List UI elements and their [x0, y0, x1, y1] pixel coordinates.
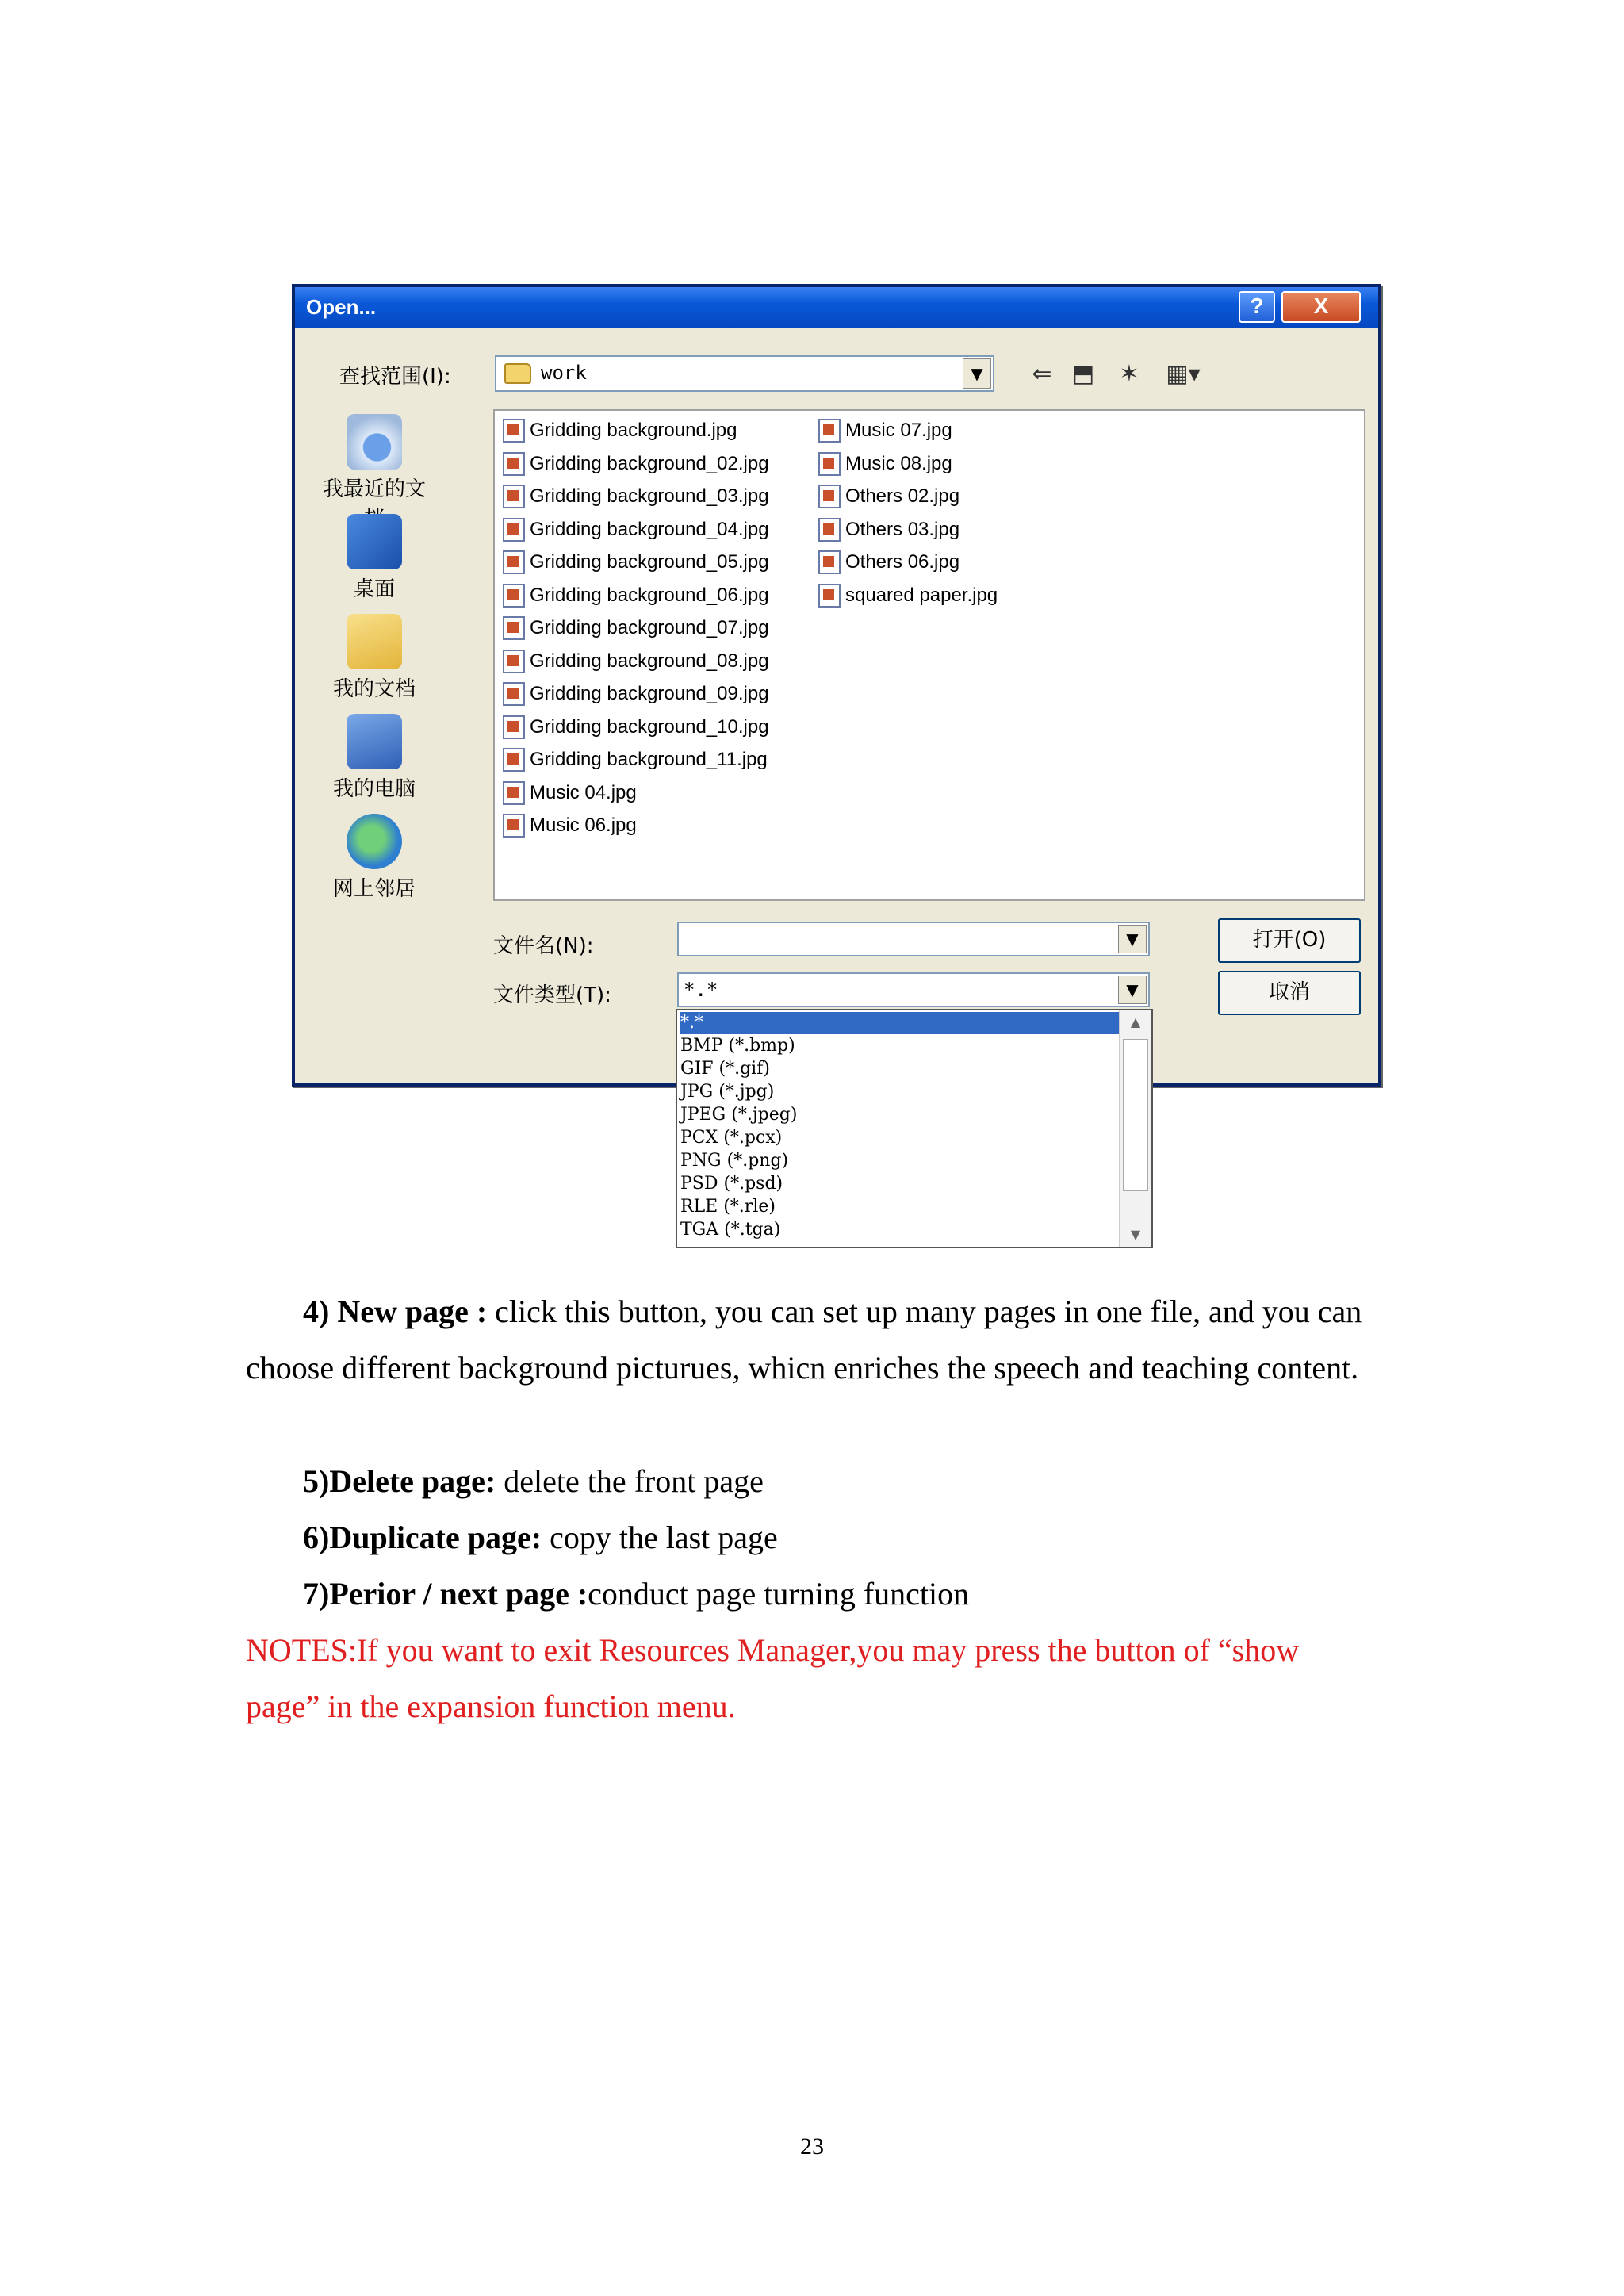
file-item[interactable] — [503, 485, 769, 516]
file-name: Others 03.jpg — [845, 518, 960, 540]
paragraph-new-page — [246, 1283, 1380, 1396]
file-name: Gridding background_11.jpg — [530, 749, 768, 770]
dialog-title: Open... — [306, 295, 377, 319]
image-file-icon — [503, 715, 525, 739]
place-my-documents[interactable] — [319, 614, 430, 702]
image-file-icon — [818, 584, 841, 608]
file-item[interactable] — [503, 550, 769, 582]
file-item[interactable] — [503, 650, 769, 681]
file-item[interactable] — [503, 682, 769, 714]
file-item[interactable] — [503, 781, 637, 813]
file-name: Others 06.jpg — [845, 551, 960, 573]
file-item[interactable] — [503, 452, 769, 484]
chevron-down-icon[interactable]: ▼ — [1118, 925, 1147, 953]
file-name: Others 02.jpg — [845, 485, 960, 507]
image-file-icon — [503, 518, 525, 542]
place-label: 我最近的文 — [322, 477, 426, 501]
up-folder-icon[interactable]: ⬒ — [1071, 360, 1095, 388]
file-name: Gridding background_04.jpg — [530, 518, 769, 540]
image-file-icon — [503, 419, 525, 443]
notes-paragraph: NOTES:If you want to exit Resources Manager,you may press the button of “show page” in the expansion function menu. — [246, 1632, 1300, 1724]
help-button[interactable]: ? — [1239, 291, 1275, 323]
image-file-icon — [818, 452, 841, 476]
filetype-option[interactable]: JPEG (*.jpeg) — [680, 1105, 798, 1125]
image-file-icon — [503, 781, 525, 805]
file-name: Gridding background_03.jpg — [530, 485, 769, 507]
image-file-icon — [503, 748, 525, 772]
desc-delete-page: delete the front page — [496, 1463, 764, 1499]
cancel-button[interactable]: 取消 — [1218, 971, 1361, 1015]
look-in-value: work — [541, 362, 587, 384]
file-name: Gridding background_10.jpg — [530, 715, 769, 738]
image-file-icon — [503, 616, 525, 640]
image-file-icon — [503, 814, 525, 838]
place-label: 桌面 — [353, 577, 395, 601]
place-label: 网上邻居 — [332, 877, 416, 901]
open-button[interactable]: 打开(O) — [1218, 918, 1361, 963]
file-item[interactable] — [503, 748, 768, 780]
file-name: Gridding background_08.jpg — [530, 650, 769, 672]
paragraph-duplicate-page — [246, 1509, 1380, 1566]
desc-prior-next-page: conduct page turning function — [588, 1576, 970, 1612]
file-name: Gridding background_07.jpg — [530, 617, 769, 638]
filetype-option[interactable]: BMP (*.bmp) — [680, 1036, 795, 1056]
term-duplicate-page: 6)Duplicate page: — [303, 1520, 542, 1555]
image-file-icon — [503, 584, 525, 608]
filetype-option[interactable]: GIF (*.gif) — [680, 1059, 770, 1079]
look-in-dropdown[interactable] — [495, 355, 994, 392]
file-item[interactable] — [503, 518, 769, 550]
filetype-option[interactable]: PNG (*.png) — [680, 1151, 789, 1171]
paragraph-delete-page — [246, 1453, 1380, 1509]
filetype-option[interactable]: RLE (*.rle) — [680, 1197, 776, 1217]
image-file-icon — [503, 452, 525, 476]
place-network[interactable] — [319, 814, 430, 902]
filetype-label: 文件类型(T): — [493, 983, 611, 1007]
filetype-option[interactable]: JPG (*.jpg) — [680, 1082, 775, 1102]
file-name: Gridding background_06.jpg — [530, 584, 769, 606]
filetype-value: *.* — [684, 979, 718, 1001]
dialog-title-bar[interactable] — [295, 287, 1378, 328]
image-file-icon — [503, 550, 525, 574]
file-item[interactable] — [818, 550, 959, 582]
chevron-down-icon[interactable]: ▼ — [1118, 976, 1147, 1004]
scroll-down-icon[interactable]: ▼ — [1130, 1227, 1141, 1242]
image-file-icon — [818, 550, 841, 574]
close-button[interactable]: X — [1281, 291, 1361, 323]
image-file-icon — [503, 650, 525, 673]
file-name: Music 04.jpg — [530, 781, 637, 803]
back-arrow-icon[interactable]: ⇐ — [1032, 360, 1052, 388]
image-file-icon — [503, 682, 525, 706]
place-label: 我的电脑 — [332, 777, 416, 801]
file-item[interactable] — [503, 419, 737, 450]
paragraph-prior-next-page — [246, 1566, 1380, 1622]
network-places-icon — [347, 814, 402, 869]
file-item[interactable] — [818, 419, 952, 450]
file-item[interactable] — [503, 616, 769, 648]
file-name: Gridding background_02.jpg — [530, 452, 769, 474]
my-computer-icon — [347, 714, 402, 769]
image-file-icon — [818, 485, 841, 508]
filetype-option[interactable]: TGA (*.tga) — [680, 1220, 781, 1240]
desc-new-page: click this button, you can set up many pages in one file, and you can choose different background picturues, whicn enriches the speech and teaching content. — [246, 1294, 1362, 1386]
scrollbar[interactable] — [1119, 1010, 1151, 1247]
filetype-option[interactable]: PSD (*.psd) — [680, 1174, 783, 1194]
filetype-options-list[interactable] — [676, 1009, 1153, 1248]
file-item[interactable] — [818, 485, 959, 516]
page-number: 23 — [800, 2133, 824, 2160]
place-desktop[interactable] — [319, 514, 430, 602]
recent-documents-icon — [347, 414, 402, 470]
image-file-icon — [503, 485, 525, 508]
file-name: Music 06.jpg — [530, 815, 637, 836]
my-documents-icon — [347, 614, 402, 669]
scroll-thumb[interactable] — [1123, 1039, 1148, 1191]
file-name: Gridding background_05.jpg — [530, 551, 769, 573]
file-name: Music 08.jpg — [845, 452, 952, 474]
filetype-option[interactable]: PCX (*.pcx) — [680, 1128, 783, 1148]
filename-label: 文件名(N): — [493, 934, 594, 958]
image-file-icon — [818, 518, 841, 542]
chevron-down-icon[interactable]: ▼ — [963, 358, 991, 389]
desktop-icon — [347, 514, 402, 569]
file-item[interactable] — [503, 715, 769, 747]
file-item[interactable] — [818, 518, 959, 550]
file-item[interactable] — [818, 584, 998, 615]
file-name: Gridding background.jpg — [530, 420, 737, 441]
desc-duplicate-page: copy the last page — [542, 1520, 778, 1555]
filename-input[interactable] — [677, 922, 1150, 956]
file-item[interactable] — [818, 452, 952, 484]
open-dialog — [292, 284, 1381, 1087]
file-item[interactable] — [503, 814, 637, 845]
term-new-page: 4) New page : — [303, 1294, 488, 1329]
folder-icon — [504, 363, 531, 384]
scroll-up-icon[interactable]: ▲ — [1130, 1014, 1141, 1029]
file-list[interactable] — [493, 409, 1365, 901]
place-my-computer[interactable] — [319, 714, 430, 802]
filetype-option[interactable]: *.* — [680, 1012, 1120, 1034]
file-name: Music 07.jpg — [845, 420, 952, 441]
file-name: squared paper.jpg — [845, 584, 998, 606]
file-item[interactable] — [503, 584, 769, 615]
new-folder-icon[interactable]: ✶ — [1119, 360, 1139, 388]
image-file-icon — [818, 419, 841, 443]
term-prior-next-page: 7)Perior / next page : — [303, 1576, 588, 1612]
term-delete-page: 5)Delete page: — [303, 1463, 496, 1499]
look-in-label: 查找范围(I): — [339, 365, 451, 389]
place-label: 我的文档 — [332, 677, 416, 701]
filetype-dropdown[interactable] — [677, 972, 1150, 1007]
view-menu-icon[interactable]: ▦▾ — [1166, 360, 1201, 388]
file-name: Gridding background_09.jpg — [530, 683, 769, 704]
